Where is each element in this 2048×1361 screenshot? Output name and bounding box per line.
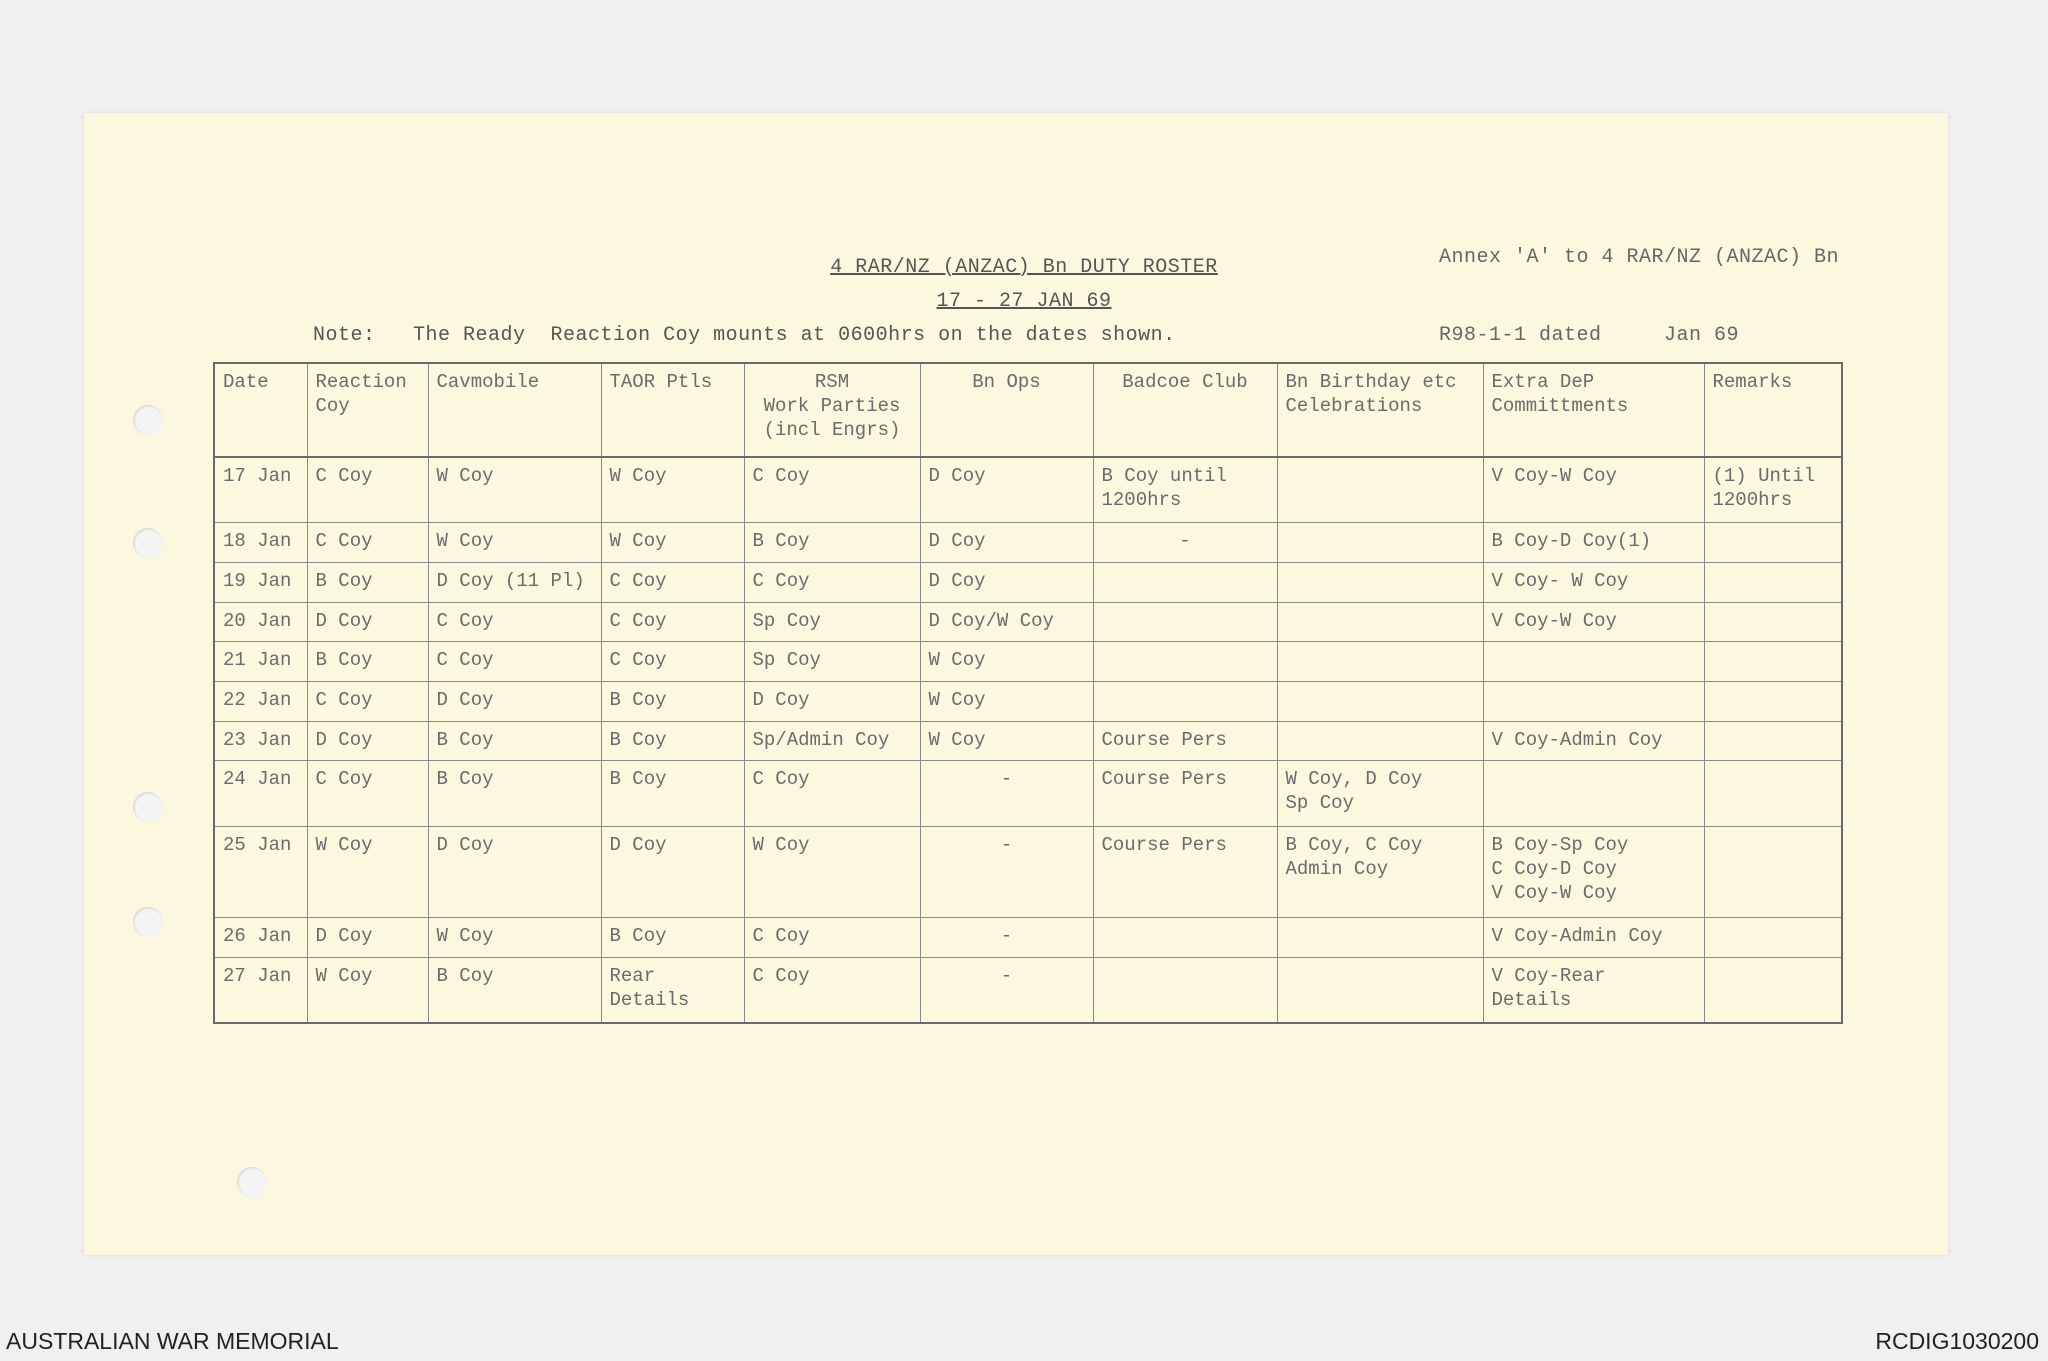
table-row [214,957,1842,1023]
table-cell: W Coy [601,523,744,563]
table-row [214,682,1842,722]
table-row [214,602,1842,642]
table-cell: D Coy [920,457,1093,523]
table-row [214,642,1842,682]
table-cell: Sp/Admin Coy [744,721,920,761]
table-cell: W Coy [428,917,601,957]
table-cell: 20 Jan [214,602,307,642]
table-cell [1704,602,1842,642]
table-cell [1277,523,1483,563]
table-row [214,826,1842,917]
table-cell: Course Pers [1093,826,1277,917]
table-cell [1093,957,1277,1023]
table-row [214,721,1842,761]
table-cell [1277,682,1483,722]
punch-hole [133,907,163,937]
table-cell: D Coy [307,602,428,642]
table-cell: C Coy [601,642,744,682]
table-cell: D Coy [307,917,428,957]
table-cell: D Coy [307,721,428,761]
table-cell: V Coy-W Coy [1483,457,1704,523]
punch-hole [133,405,163,435]
table-cell: C Coy [744,563,920,603]
table-cell: W Coy, D Coy Sp Coy [1277,761,1483,826]
table-cell: - [920,957,1093,1023]
table-cell: C Coy [307,457,428,523]
table-row [214,761,1842,826]
table-cell [1093,917,1277,957]
table-cell: W Coy [601,457,744,523]
table-cell: V Coy- W Coy [1483,563,1704,603]
table-cell: 21 Jan [214,642,307,682]
table-cell: 19 Jan [214,563,307,603]
table-cell: B Coy [601,917,744,957]
table-cell: V Coy-Admin Coy [1483,917,1704,957]
table-cell [1277,917,1483,957]
table-cell: C Coy [307,523,428,563]
table-cell: V Coy-Admin Coy [1483,721,1704,761]
table-cell: B Coy [601,682,744,722]
table-cell [1277,602,1483,642]
punch-hole [133,792,163,822]
table-cell [1704,642,1842,682]
note-label: Note: [313,324,376,347]
annex-line-2: R98-1-1 dated Jan 69 [1439,324,1740,347]
table-cell: - [920,826,1093,917]
table-cell: Sp Coy [744,642,920,682]
table-cell [1704,721,1842,761]
table-cell: - [920,761,1093,826]
table-row [214,523,1842,563]
table-cell: B Coy [428,761,601,826]
table-cell: D Coy [920,523,1093,563]
column-header: Bn Birthday etc Celebrations [1277,363,1483,457]
column-header: Reaction Coy [307,363,428,457]
table-row [214,563,1842,603]
table-cell [1277,642,1483,682]
table-cell: D Coy (11 Pl) [428,563,601,603]
table-cell: V Coy-W Coy [1483,602,1704,642]
punch-hole [133,528,163,558]
punch-hole [237,1167,267,1197]
table-cell: W Coy [428,457,601,523]
table-cell: C Coy [428,642,601,682]
table-cell: B Coy [307,642,428,682]
table-cell: - [920,917,1093,957]
table-cell: W Coy [428,523,601,563]
table-row [214,917,1842,957]
table-cell [1704,917,1842,957]
column-header: Date [214,363,307,457]
table-header-row [214,363,1842,457]
table-cell [1093,682,1277,722]
table-cell: Rear Details [601,957,744,1023]
column-header: RSM Work Parties (incl Engrs) [744,363,920,457]
table-cell: D Coy/W Coy [920,602,1093,642]
column-header: Remarks [1704,363,1842,457]
table-cell: C Coy [744,917,920,957]
table-cell [1704,682,1842,722]
table-cell: C Coy [744,457,920,523]
column-header: Bn Ops [920,363,1093,457]
table-cell: 24 Jan [214,761,307,826]
column-header: Extra DeP Committments [1483,363,1704,457]
table-cell: B Coy [744,523,920,563]
table-body [214,457,1842,1023]
annex-reference [1439,193,1839,375]
table-cell: B Coy-Sp Coy C Coy-D Coy V Coy-W Coy [1483,826,1704,917]
table-cell: W Coy [307,957,428,1023]
table-cell: W Coy [744,826,920,917]
column-header: Badcoe Club [1093,363,1277,457]
table-cell: Course Pers [1093,761,1277,826]
table-cell: C Coy [744,761,920,826]
annex-line-1: Annex 'A' to 4 RAR/NZ (ANZAC) Bn [1439,246,1840,269]
table-cell: C Coy [307,761,428,826]
table-cell: V Coy-Rear Details [1483,957,1704,1023]
column-header: TAOR Ptls [601,363,744,457]
table-cell: 25 Jan [214,826,307,917]
table-cell: C Coy [601,602,744,642]
table-cell: B Coy until 1200hrs [1093,457,1277,523]
table-cell [1277,721,1483,761]
table-cell [1277,563,1483,603]
table-cell [1277,957,1483,1023]
table-cell: B Coy [601,721,744,761]
table-cell: C Coy [601,563,744,603]
table-cell: B Coy [307,563,428,603]
table-cell: 18 Jan [214,523,307,563]
table-cell [1093,642,1277,682]
table-cell: D Coy [428,826,601,917]
table-row [214,457,1842,523]
table-cell [1093,602,1277,642]
table-cell: Sp Coy [744,602,920,642]
table-cell [1704,826,1842,917]
table-cell: - [1093,523,1277,563]
table-cell: 17 Jan [214,457,307,523]
note [313,324,1176,347]
footer-id: RCDIG1030200 [1875,1328,2039,1354]
table-cell [1704,563,1842,603]
table-cell: C Coy [428,602,601,642]
page-title: 4 RAR/NZ (ANZAC) Bn DUTY ROSTER [830,256,1218,279]
table-cell [1277,457,1483,523]
table-cell [1704,957,1842,1023]
table-cell: B Coy-D Coy(1) [1483,523,1704,563]
table-cell: B Coy [428,721,601,761]
table-cell: 22 Jan [214,682,307,722]
table-cell: B Coy [428,957,601,1023]
table-cell: D Coy [428,682,601,722]
table-cell: 23 Jan [214,721,307,761]
table-cell: 26 Jan [214,917,307,957]
table-cell: Course Pers [1093,721,1277,761]
table-cell: D Coy [601,826,744,917]
table-cell: W Coy [920,721,1093,761]
column-header: Cavmobile [428,363,601,457]
table-cell: C Coy [744,957,920,1023]
note-text: The Ready Reaction Coy mounts at 0600hrs on the dates shown. [413,324,1176,347]
table-cell: D Coy [744,682,920,722]
footer-source: AUSTRALIAN WAR MEMORIAL [6,1328,339,1354]
table-cell: C Coy [307,682,428,722]
table-cell [1704,523,1842,563]
table-cell [1483,761,1704,826]
duty-roster-table [213,362,1843,1024]
table-cell [1483,682,1704,722]
table-cell: W Coy [920,642,1093,682]
table-cell: (1) Until 1200hrs [1704,457,1842,523]
table-cell [1704,761,1842,826]
table-cell: D Coy [920,563,1093,603]
table-cell: B Coy, C Coy Admin Coy [1277,826,1483,917]
table-cell: 27 Jan [214,957,307,1023]
table-cell: W Coy [920,682,1093,722]
table-cell: W Coy [307,826,428,917]
page-subtitle: 17 - 27 JAN 69 [936,290,1112,313]
table-cell: B Coy [601,761,744,826]
table-cell [1093,563,1277,603]
table-cell [1483,642,1704,682]
